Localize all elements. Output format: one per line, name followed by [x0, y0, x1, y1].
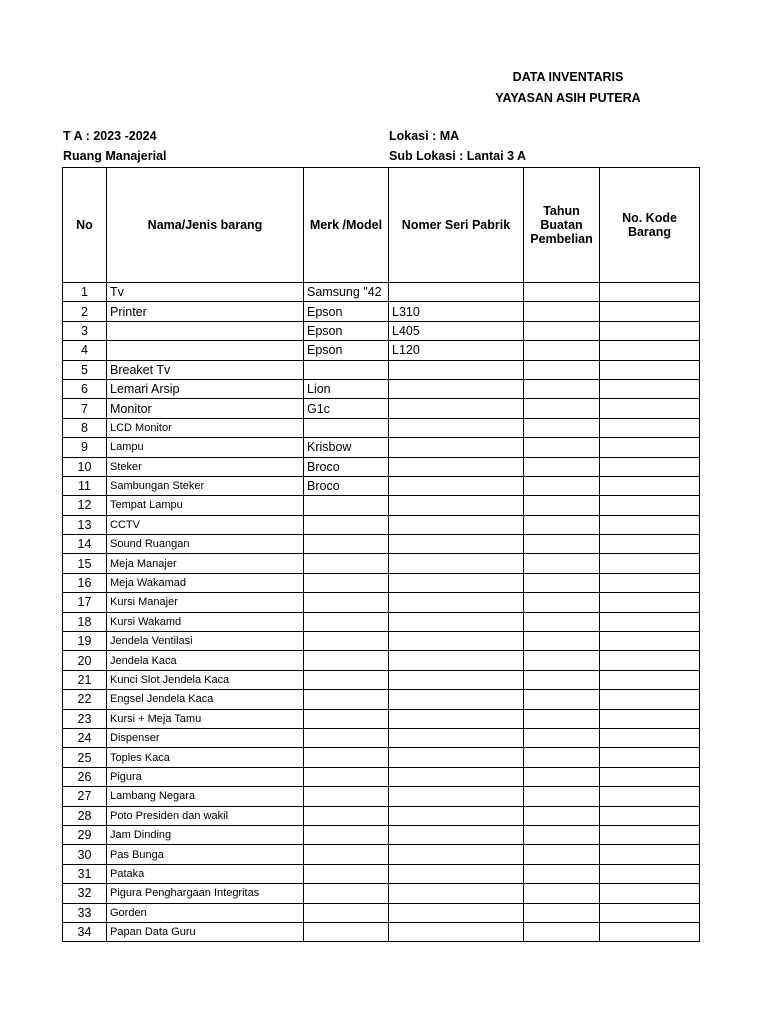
cell-no: 14: [63, 535, 107, 554]
cell-no: 22: [63, 690, 107, 709]
cell-merk: Broco: [304, 476, 389, 495]
cell-tahun: [524, 554, 600, 573]
cell-seri: L120: [389, 341, 524, 360]
cell-merk: Broco: [304, 457, 389, 476]
cell-kode: [600, 922, 700, 941]
table-row: [63, 438, 700, 457]
cell-merk: [304, 884, 389, 903]
cell-merk: [304, 903, 389, 922]
cell-no: 29: [63, 825, 107, 844]
table-row: [63, 670, 700, 689]
cell-tahun: [524, 864, 600, 883]
cell-nama: [107, 321, 304, 340]
cell-nama: Tv: [107, 283, 304, 302]
cell-kode: [600, 651, 700, 670]
table-row: [63, 399, 700, 418]
header-seri: Nomer Seri Pabrik: [389, 168, 524, 283]
cell-no: 25: [63, 748, 107, 767]
cell-kode: [600, 825, 700, 844]
cell-seri: [389, 903, 524, 922]
cell-nama: Pataka: [107, 864, 304, 883]
cell-nama: Engsel Jendela Kaca: [107, 690, 304, 709]
header-no: No: [63, 168, 107, 283]
cell-nama: LCD Monitor: [107, 418, 304, 437]
table-row: [63, 709, 700, 728]
cell-tahun: [524, 573, 600, 592]
cell-seri: [389, 379, 524, 398]
cell-no: 26: [63, 767, 107, 786]
cell-merk: Lion: [304, 379, 389, 398]
cell-kode: [600, 399, 700, 418]
cell-merk: Epson: [304, 302, 389, 321]
cell-tahun: [524, 728, 600, 747]
cell-tahun: [524, 496, 600, 515]
cell-tahun: [524, 476, 600, 495]
cell-seri: [389, 399, 524, 418]
cell-seri: L310: [389, 302, 524, 321]
table-row: [63, 903, 700, 922]
cell-kode: [600, 690, 700, 709]
cell-nama: Dispenser: [107, 728, 304, 747]
cell-no: 31: [63, 864, 107, 883]
cell-no: 30: [63, 845, 107, 864]
cell-seri: [389, 845, 524, 864]
cell-merk: [304, 825, 389, 844]
cell-merk: [304, 515, 389, 534]
cell-tahun: [524, 825, 600, 844]
cell-kode: [600, 903, 700, 922]
table-row: [63, 825, 700, 844]
cell-no: 6: [63, 379, 107, 398]
cell-tahun: [524, 438, 600, 457]
cell-nama: Kursi + Meja Tamu: [107, 709, 304, 728]
cell-merk: [304, 787, 389, 806]
cell-kode: [600, 535, 700, 554]
cell-tahun: [524, 399, 600, 418]
cell-no: 16: [63, 573, 107, 592]
cell-seri: [389, 632, 524, 651]
cell-kode: [600, 845, 700, 864]
cell-tahun: [524, 379, 600, 398]
cell-kode: [600, 573, 700, 592]
table-row: [63, 787, 700, 806]
cell-nama: Lambang Negara: [107, 787, 304, 806]
cell-merk: [304, 845, 389, 864]
table-row: [63, 554, 700, 573]
cell-seri: [389, 864, 524, 883]
cell-tahun: [524, 748, 600, 767]
table-row: [63, 767, 700, 786]
cell-tahun: [524, 612, 600, 631]
cell-tahun: [524, 457, 600, 476]
table-row: [63, 302, 700, 321]
cell-nama: Breaket Tv: [107, 360, 304, 379]
cell-kode: [600, 321, 700, 340]
cell-merk: [304, 728, 389, 747]
cell-nama: Pas Bunga: [107, 845, 304, 864]
cell-nama: Tempat Lampu: [107, 496, 304, 515]
cell-kode: [600, 748, 700, 767]
cell-tahun: [524, 922, 600, 941]
cell-seri: [389, 884, 524, 903]
sub-lokasi: Sub Lokasi : Lantai 3 A: [389, 149, 527, 163]
cell-no: 8: [63, 418, 107, 437]
cell-tahun: [524, 884, 600, 903]
table-row: [63, 864, 700, 883]
cell-seri: [389, 457, 524, 476]
cell-seri: [389, 922, 524, 941]
cell-seri: [389, 496, 524, 515]
cell-tahun: [524, 845, 600, 864]
cell-no: 11: [63, 476, 107, 495]
cell-nama: Sambungan Steker: [107, 476, 304, 495]
cell-no: 13: [63, 515, 107, 534]
cell-kode: [600, 632, 700, 651]
cell-no: 9: [63, 438, 107, 457]
table-row: [63, 922, 700, 941]
cell-merk: [304, 554, 389, 573]
cell-seri: [389, 825, 524, 844]
cell-merk: Samsung "42: [304, 283, 389, 302]
cell-kode: [600, 302, 700, 321]
cell-no: 21: [63, 670, 107, 689]
cell-tahun: [524, 283, 600, 302]
cell-merk: [304, 632, 389, 651]
cell-no: 5: [63, 360, 107, 379]
cell-merk: [304, 767, 389, 786]
cell-merk: [304, 535, 389, 554]
table-row: [63, 341, 700, 360]
cell-kode: [600, 476, 700, 495]
cell-tahun: [524, 767, 600, 786]
cell-nama: Toples Kaca: [107, 748, 304, 767]
cell-no: 4: [63, 341, 107, 360]
cell-kode: [600, 806, 700, 825]
cell-merk: Krisbow: [304, 438, 389, 457]
cell-tahun: [524, 787, 600, 806]
cell-no: 28: [63, 806, 107, 825]
cell-seri: [389, 767, 524, 786]
cell-kode: [600, 379, 700, 398]
cell-seri: [389, 573, 524, 592]
cell-kode: [600, 767, 700, 786]
cell-kode: [600, 884, 700, 903]
cell-nama: Lampu: [107, 438, 304, 457]
cell-kode: [600, 496, 700, 515]
cell-tahun: [524, 651, 600, 670]
cell-kode: [600, 554, 700, 573]
cell-tahun: [524, 690, 600, 709]
cell-kode: [600, 612, 700, 631]
cell-merk: [304, 690, 389, 709]
cell-nama: Kunci Slot Jendela Kaca: [107, 670, 304, 689]
cell-nama: Lemari Arsip: [107, 379, 304, 398]
cell-nama: Printer: [107, 302, 304, 321]
cell-nama: CCTV: [107, 515, 304, 534]
cell-kode: [600, 438, 700, 457]
cell-nama: Pigura: [107, 767, 304, 786]
cell-no: 12: [63, 496, 107, 515]
header-nama: Nama/Jenis barang: [107, 168, 304, 283]
table-row: [63, 515, 700, 534]
cell-kode: [600, 787, 700, 806]
cell-tahun: [524, 418, 600, 437]
table-row: [63, 612, 700, 631]
cell-nama: Sound Ruangan: [107, 535, 304, 554]
cell-tahun: [524, 535, 600, 554]
cell-kode: [600, 283, 700, 302]
cell-seri: [389, 476, 524, 495]
cell-kode: [600, 360, 700, 379]
table-row: [63, 728, 700, 747]
cell-seri: [389, 554, 524, 573]
cell-seri: [389, 418, 524, 437]
cell-tahun: [524, 709, 600, 728]
table-body: [63, 283, 700, 942]
cell-kode: [600, 341, 700, 360]
cell-no: 19: [63, 632, 107, 651]
cell-nama: Jendela Ventilasi: [107, 632, 304, 651]
cell-tahun: [524, 360, 600, 379]
cell-no: 7: [63, 399, 107, 418]
cell-nama: Jendela Kaca: [107, 651, 304, 670]
table-row: [63, 535, 700, 554]
cell-nama: [107, 341, 304, 360]
cell-nama: Steker: [107, 457, 304, 476]
cell-tahun: [524, 670, 600, 689]
cell-nama: Jam Dinding: [107, 825, 304, 844]
cell-nama: Meja Wakamad: [107, 573, 304, 592]
cell-no: 10: [63, 457, 107, 476]
cell-merk: [304, 806, 389, 825]
cell-no: 2: [63, 302, 107, 321]
cell-seri: [389, 515, 524, 534]
cell-tahun: [524, 903, 600, 922]
cell-nama: Poto Presiden dan wakil: [107, 806, 304, 825]
cell-seri: [389, 670, 524, 689]
cell-no: 3: [63, 321, 107, 340]
cell-seri: [389, 612, 524, 631]
table-row: [63, 884, 700, 903]
table-row: [63, 632, 700, 651]
organization-name: YAYASAN ASIH PUTERA: [495, 91, 641, 105]
cell-tahun: [524, 632, 600, 651]
cell-kode: [600, 709, 700, 728]
cell-nama: Meja Manajer: [107, 554, 304, 573]
cell-nama: Monitor: [107, 399, 304, 418]
cell-merk: [304, 593, 389, 612]
table-row: [63, 593, 700, 612]
cell-kode: [600, 593, 700, 612]
table-row: [63, 573, 700, 592]
cell-tahun: [524, 341, 600, 360]
cell-kode: [600, 728, 700, 747]
cell-no: 24: [63, 728, 107, 747]
cell-nama: Kursi Manajer: [107, 593, 304, 612]
cell-merk: [304, 418, 389, 437]
cell-no: 32: [63, 884, 107, 903]
cell-nama: Kursi Wakamd: [107, 612, 304, 631]
tahun-ajaran: T A : 2023 -2024: [63, 129, 157, 143]
inventory-table: [62, 167, 700, 942]
cell-seri: [389, 728, 524, 747]
document-title: DATA INVENTARIS: [512, 70, 624, 84]
header-merk: Merk /Model: [304, 168, 389, 283]
cell-tahun: [524, 593, 600, 612]
cell-nama: Gorden: [107, 903, 304, 922]
cell-no: 20: [63, 651, 107, 670]
cell-merk: G1c: [304, 399, 389, 418]
cell-seri: [389, 593, 524, 612]
cell-kode: [600, 864, 700, 883]
header-kode: No. Kode Barang: [600, 168, 700, 283]
cell-no: 1: [63, 283, 107, 302]
table-row: [63, 379, 700, 398]
cell-seri: [389, 360, 524, 379]
cell-seri: [389, 283, 524, 302]
cell-merk: [304, 651, 389, 670]
cell-tahun: [524, 321, 600, 340]
cell-tahun: [524, 515, 600, 534]
cell-merk: Epson: [304, 321, 389, 340]
cell-seri: [389, 806, 524, 825]
lokasi: Lokasi : MA: [389, 129, 460, 143]
cell-merk: [304, 496, 389, 515]
table-row: [63, 283, 700, 302]
cell-no: 33: [63, 903, 107, 922]
cell-seri: [389, 690, 524, 709]
cell-nama: Pigura Penghargaan Integritas: [107, 884, 304, 903]
cell-merk: [304, 573, 389, 592]
table-row: [63, 476, 700, 495]
cell-merk: [304, 922, 389, 941]
cell-seri: [389, 787, 524, 806]
cell-no: 15: [63, 554, 107, 573]
table-row: [63, 321, 700, 340]
cell-merk: [304, 748, 389, 767]
cell-tahun: [524, 806, 600, 825]
cell-no: 27: [63, 787, 107, 806]
table-row: [63, 806, 700, 825]
header-tahun: Tahun Buatan Pembelian: [524, 168, 600, 283]
table-row: [63, 418, 700, 437]
cell-seri: [389, 438, 524, 457]
cell-tahun: [524, 302, 600, 321]
cell-seri: L405: [389, 321, 524, 340]
table-row: [63, 457, 700, 476]
cell-kode: [600, 457, 700, 476]
cell-no: 34: [63, 922, 107, 941]
cell-no: 23: [63, 709, 107, 728]
cell-no: 18: [63, 612, 107, 631]
table-row: [63, 651, 700, 670]
table-row: [63, 360, 700, 379]
ruang: Ruang Manajerial: [63, 149, 167, 163]
table-row: [63, 496, 700, 515]
cell-merk: Epson: [304, 341, 389, 360]
cell-seri: [389, 709, 524, 728]
table-row: [63, 845, 700, 864]
cell-merk: [304, 612, 389, 631]
cell-kode: [600, 515, 700, 534]
cell-seri: [389, 748, 524, 767]
cell-merk: [304, 360, 389, 379]
cell-nama: Papan Data Guru: [107, 922, 304, 941]
cell-kode: [600, 418, 700, 437]
cell-kode: [600, 670, 700, 689]
cell-merk: [304, 864, 389, 883]
table-header-row: [63, 168, 700, 283]
cell-merk: [304, 709, 389, 728]
cell-seri: [389, 535, 524, 554]
cell-no: 17: [63, 593, 107, 612]
cell-merk: [304, 670, 389, 689]
table-row: [63, 690, 700, 709]
table-row: [63, 748, 700, 767]
cell-seri: [389, 651, 524, 670]
